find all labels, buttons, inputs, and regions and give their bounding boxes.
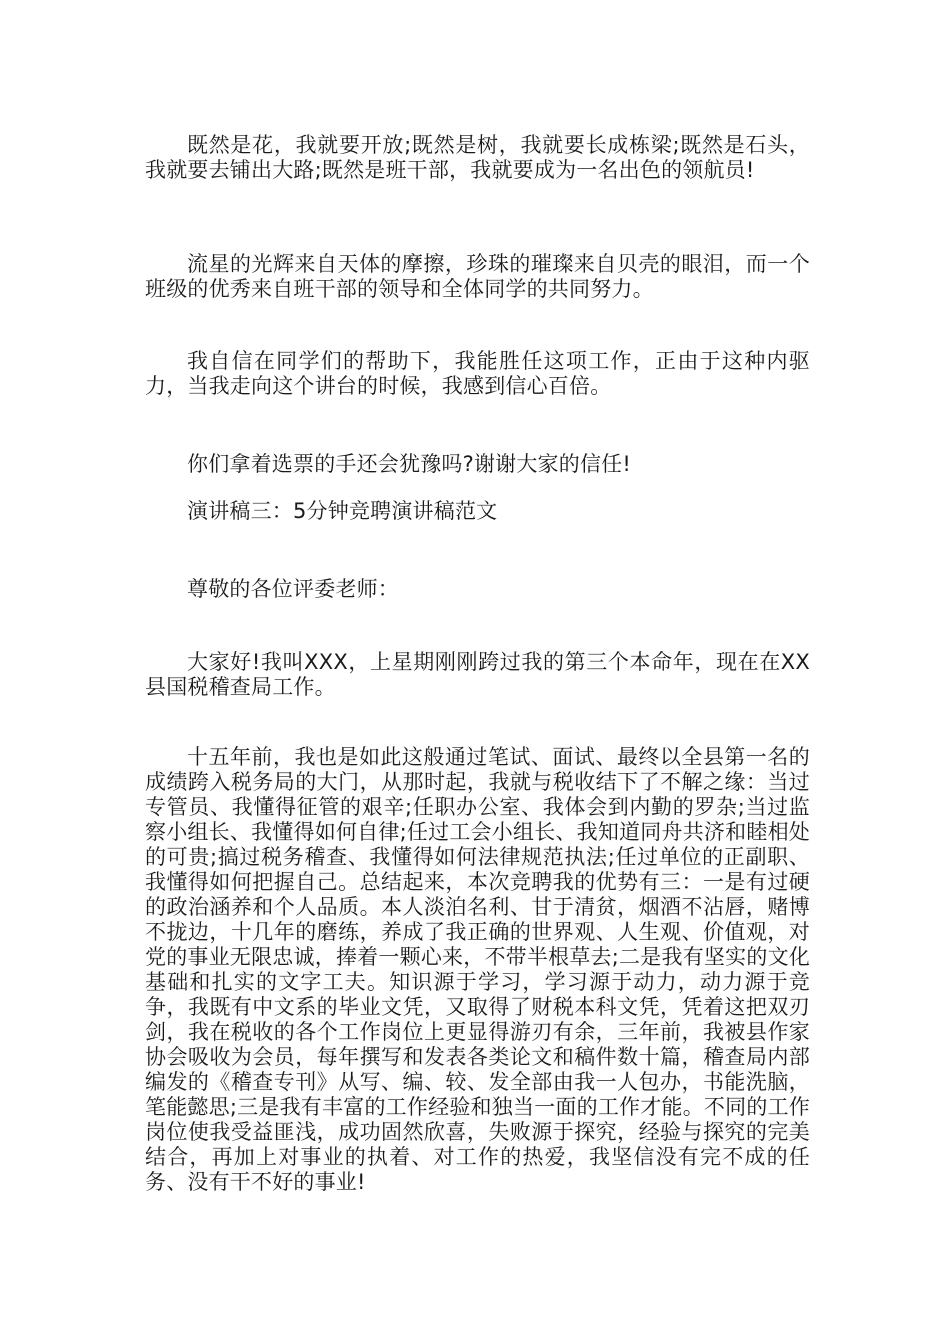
- paragraph-introduction: 大家好!我叫XXX，上星期刚刚跨过我的第三个本命年，现在在XX县国税稽查局工作。: [145, 650, 810, 699]
- section-heading: 演讲稿三：5分钟竞聘演讲稿范文: [187, 499, 498, 523]
- paragraph-meteor-pearl: 流星的光辉来自天体的摩擦，珍珠的璀璨来自贝壳的眼泪，而一个班级的优秀来自班干部的领导和全体同学的共同努力。: [145, 252, 810, 301]
- paragraph-experience: 十五年前，我也是如此这般通过笔试、面试、最终以全县第一名的成绩跨入税务局的大门，从那时起，我就与税收结下了不解之缘：当过专管员、我懂得征管的艰辛;任职办公室、我体会到内勤的罗杂;当过监察小组长、我懂得如何自律;任过工会小组长、我知道同舟共济和睦相处的可贵;搞过税务稽查、我懂得如何法律规范执法;任过单位的正副职、我懂得如何把握自己。总结起来，本次竞聘我的优势有三：一是有过硬的政治涵养和个人品质。本人淡泊名利、甘于清贫，烟酒不沾唇，赌博不拢边，十几年的磨练，养成了我正确的世界观、人生观、价值观，对党的事业无限忠诚，捧着一颗心来，不带半根草去;二是我有坚实的文化基础和扎实的文字工夫。知识源于学习，学习源于动力，动力源于竞争，我既有中文系的毕业文凭，又取得了财税本科文凭，凭着这把双刃剑，我在税收的各个工作岗位上更显得游刃有余，三年前，我被县作家协会吸收为会员，每年撰写和发表各类论文和稿件数十篇，稽查局内部编发的《稽查专刊》从写、编、较、发全部由我一人包办，书能洗脑，笔能懿思;三是我有丰富的工作经验和独当一面的工作才能。不同的工作岗位使我受益匪浅，成功固然欣喜，失败源于探究，经验与探究的完美结合，再加上对事业的执着、对工作的热爱，我坚信没有完不成的任务、没有干不好的事业!: [145, 745, 810, 1194]
- paragraph-salutation: 尊敬的各位评委老师：: [187, 577, 399, 601]
- paragraph-confidence: 我自信在同学们的帮助下，我能胜任这项工作，正由于这种内驱力，当我走向这个讲台的时候，我感到信心百倍。: [145, 349, 810, 398]
- paragraph-ballot: 你们拿着选票的手还会犹豫吗?谢谢大家的信任!: [187, 452, 631, 476]
- paragraph-flower-tree: 既然是花，我就要开放;既然是树，我就要长成栋梁;既然是石头，我就要去铺出大路;既然是班干部，我就要成为一名出色的领航员!: [145, 133, 810, 182]
